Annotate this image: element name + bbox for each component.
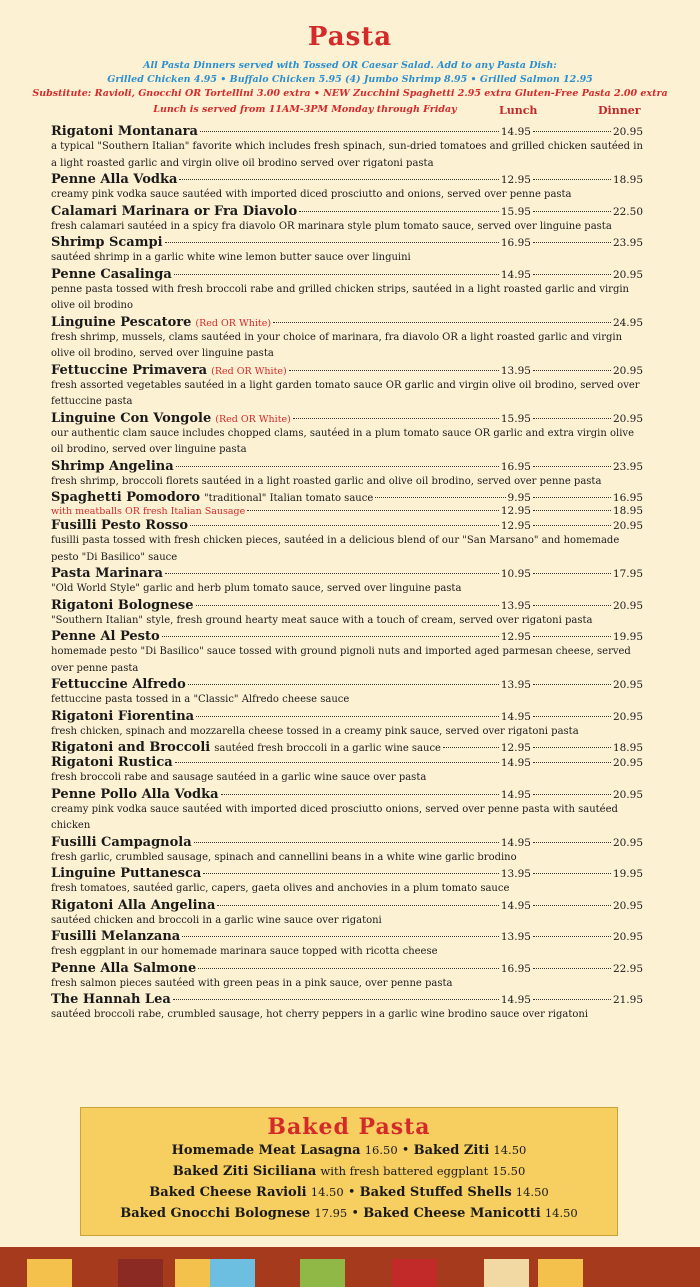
menu-item <box>51 898 643 930</box>
footer-color-swatch <box>484 1259 529 1287</box>
menu-item-alt-label: with meatballs OR fresh Italian Sausage <box>51 506 246 517</box>
menu-item-row <box>51 411 643 426</box>
menu-item-name: Rigatoni Alla Angelina <box>51 897 216 913</box>
intro-line-2: Grilled Chicken 4.95 • Buffalo Chicken 5.95 (4) Jumbo Shrimp 8.95 • Grilled Salmon 12.95 <box>107 74 593 85</box>
menu-item <box>51 992 643 1024</box>
dot-leader <box>533 179 611 180</box>
menu-item-row <box>51 124 643 139</box>
menu-item-description: sautéed broccoli rabe, crumbled sausage, hot cherry peppers in a garlic wine brodino sauce over rigatoni <box>51 1009 589 1020</box>
menu-item <box>51 124 643 172</box>
menu-item <box>51 315 643 363</box>
baked-line-3: Baked Cheese Ravioli 14.50 • Baked Stuffed Shells 14.50 <box>149 1185 549 1200</box>
dinner-price: 19.95 <box>612 868 643 880</box>
baked-item-name: Baked Ziti Siciliana <box>172 1164 317 1179</box>
menu-item-name: Fusilli Campagnola <box>51 834 192 850</box>
menu-item-description: fresh shrimp, broccoli florets sautéed in a light roasted garlic and olive oil brodino, served over penne pasta <box>51 475 602 487</box>
baked-item-price: 15.50 <box>492 1164 526 1178</box>
dot-leader <box>200 131 499 132</box>
dinner-column-header: Dinner <box>598 104 641 117</box>
menu-item <box>51 961 643 993</box>
dot-leader <box>533 466 611 467</box>
baked-item-price: 16.50 <box>364 1143 398 1157</box>
dinner-price: 20.95 <box>612 268 643 281</box>
menu-item-description: "Old World Style" garlic and herb plum tomato sauce, served over linguine pasta <box>51 583 462 594</box>
lunch-price: 15.95 <box>500 205 531 218</box>
footer-color-swatch <box>538 1259 583 1287</box>
menu-item-name: Rigatoni Fiorentina <box>51 708 195 724</box>
dot-leader <box>289 370 499 371</box>
dinner-price: 22.95 <box>612 962 643 975</box>
lunch-price: 14.95 <box>500 126 531 138</box>
dot-leader <box>533 747 611 748</box>
menu-item <box>51 677 643 709</box>
dinner-price: 18.95 <box>612 742 643 754</box>
baked-item-name: Homemade Meat Lasagna <box>171 1143 361 1158</box>
menu-item-name: Fusilli Pesto Rosso <box>51 518 189 533</box>
dot-leader <box>533 794 611 795</box>
footer-color-swatch <box>590 1259 635 1287</box>
menu-item-row <box>51 204 643 219</box>
dot-leader <box>217 905 498 906</box>
baked-item-price: 14.50 <box>515 1185 549 1199</box>
baked-line-2 <box>81 1161 617 1182</box>
dot-leader <box>196 716 499 717</box>
dinner-price: 19.95 <box>612 631 643 643</box>
lunch-price: 14.95 <box>500 836 531 849</box>
menu-item <box>51 459 643 491</box>
baked-item-name: Baked Cheese Ravioli <box>149 1185 307 1200</box>
dinner-price: 20.95 <box>612 599 643 612</box>
lunch-price: 16.95 <box>500 460 531 473</box>
menu-item-name: Fettuccine Alfredo <box>51 677 186 692</box>
baked-item-price: 14.50 <box>544 1206 578 1220</box>
menu-item <box>51 490 643 518</box>
menu-item-row <box>51 677 643 692</box>
menu-item-row <box>51 787 643 802</box>
menu-item-row <box>51 518 643 533</box>
dot-leader <box>533 274 611 275</box>
lunch-price: 10.95 <box>500 568 531 580</box>
menu-item-name: Rigatoni Bolognese <box>51 597 194 613</box>
menu-item-description: fresh assorted vegetables sautéed in a light garden tomato sauce OR garlic and virgin olive oil brodino, served over fettuccine pasta <box>51 379 640 407</box>
lunch-price: 15.95 <box>500 412 531 425</box>
menu-item-row <box>51 315 643 330</box>
menu-item-row <box>51 835 643 850</box>
footer-color-swatch <box>210 1259 255 1287</box>
dot-leader <box>533 842 611 843</box>
dot-leader <box>533 905 611 906</box>
dot-leader <box>165 242 499 243</box>
menu-item-row <box>51 363 643 378</box>
dinner-price: 17.95 <box>612 568 643 580</box>
dot-leader <box>203 873 499 874</box>
menu-item-description: fresh eggplant in our homemade marinara sauce topped with ricotta cheese <box>51 946 438 957</box>
dot-leader <box>221 794 499 795</box>
lunch-price: 12.95 <box>500 520 531 532</box>
decorative-footer-band <box>0 1247 700 1287</box>
intro-line-3: Substitute: Ravioli, Gnocchi OR Tortellini 3.00 extra • NEW Zucchini Spaghetti 2.95 extra Gluten-Free Pasta 2.00 extra <box>32 88 668 99</box>
dinner-price: 22.50 <box>612 205 643 218</box>
menu-item <box>51 709 643 741</box>
menu-item-name: Penne Alla Salmone <box>51 960 197 976</box>
footer-color-swatch <box>345 1259 390 1287</box>
dinner-price: 20.95 <box>612 788 643 801</box>
lunch-price: 13.95 <box>500 364 531 377</box>
dot-leader <box>533 684 611 685</box>
menu-item-description: fettuccine pasta tossed in a "Classic" Alfredo cheese sauce <box>51 694 350 705</box>
dinner-price: 18.95 <box>612 174 643 186</box>
menu-item-description: fresh garlic, crumbled sausage, spinach and cannellini beans in a white wine garlic brodino <box>51 851 517 863</box>
baked-item-name: Baked Gnocchi Bolognese <box>120 1206 311 1221</box>
lunch-price: 12.95 <box>500 174 531 186</box>
menu-item-description: fresh shrimp, mussels, clams sautéed in your choice of marinara, fra diavolo OR a light roasted garlic and virgin olive oil brodino, served over linguine pasta <box>51 331 623 359</box>
menu-item-name: Linguine Pescatore <box>51 314 192 330</box>
dot-leader <box>174 274 499 275</box>
menu-item-note: (Red OR White) <box>195 317 272 329</box>
dot-leader <box>175 762 499 763</box>
menu-item <box>51 835 643 867</box>
menu-item <box>51 411 643 459</box>
baked-item-price: 14.50 <box>493 1143 527 1157</box>
menu-item-row <box>51 235 643 250</box>
menu-item-description: sautéed chicken and broccoli in a garlic wine sauce over rigatoni <box>51 914 382 926</box>
menu-item-name: Shrimp Scampi <box>51 235 163 250</box>
baked-pasta-box <box>80 1107 618 1236</box>
menu-item-row <box>51 172 643 187</box>
menu-item-row <box>51 740 643 755</box>
intro-line-4: Lunch is served from 11AM-3PM Monday through Friday <box>153 104 457 115</box>
menu-item-description: fresh tomatoes, sautéed garlic, capers, gaeta olives and anchovies in a plum tomato sauce <box>51 883 510 894</box>
dinner-price: 20.95 <box>612 710 643 723</box>
menu-item-row <box>51 490 643 505</box>
menu-item-note: (Red OR White) <box>211 365 287 377</box>
dot-leader <box>179 179 498 180</box>
menu-item <box>51 787 643 835</box>
menu-item-name: Penne Alla Vodka <box>51 172 178 187</box>
menu-item-name: Calamari Marinara or Fra Diavolo <box>51 203 298 219</box>
dinner-price: 20.95 <box>612 899 643 912</box>
menu-item <box>51 363 643 411</box>
baked-item-name: Baked Stuffed Shells <box>359 1185 512 1200</box>
menu-item-description: creamy pink vodka sauce sautéed with imported diced prosciutto and onions, served over penne pasta <box>51 189 572 200</box>
lunch-price: 14.95 <box>500 788 531 801</box>
menu-item-row <box>51 459 643 474</box>
menu-item-row <box>51 629 643 644</box>
menu-item-row <box>51 929 643 944</box>
dot-leader <box>533 873 611 874</box>
menu-item <box>51 172 643 204</box>
menu-item-description: fresh salmon pieces sautéed with green peas in a pink sauce, over penne pasta <box>51 977 453 989</box>
dot-leader <box>182 936 499 937</box>
menu-item-name: The Hannah Lea <box>51 992 171 1007</box>
lunch-column-header: Lunch <box>499 104 538 117</box>
menu-item-row <box>51 961 643 976</box>
menu-item-description: penne pasta tossed with fresh broccoli rabe and grilled chicken strips, sautéed in a light roasted garlic and virgin olive oil brodino <box>51 283 629 311</box>
baked-line-4: Baked Gnocchi Bolognese 17.95 • Baked Cheese Manicotti 14.50 <box>120 1206 578 1221</box>
lunch-price: 14.95 <box>500 899 531 912</box>
menu-item <box>51 629 643 677</box>
dot-leader <box>533 636 611 637</box>
dinner-price: 20.95 <box>612 757 643 769</box>
menu-item-description: fresh broccoli rabe and sausage sautéed in a garlic wine sauce over pasta <box>51 772 427 783</box>
menu-item <box>51 598 643 630</box>
menu-item-description: a typical "Southern Italian" favorite which includes fresh spinach, sun-dried tomatoes and grilled chicken sautéed in a light roasted garlic and virgin olive oil brodino served over rigatoni pasta <box>51 141 643 169</box>
dot-leader <box>533 936 611 937</box>
lunch-price: 12.95 <box>500 742 531 754</box>
baked-item-name: Baked Ziti <box>413 1143 490 1158</box>
dinner-price: 24.95 <box>612 316 643 329</box>
menu-item-name: Rigatoni and Broccoli <box>51 740 211 755</box>
dinner-price: 23.95 <box>612 460 643 473</box>
menu-item-name: Linguine Con Vongole <box>51 410 212 426</box>
dinner-price: 20.95 <box>612 126 643 138</box>
dot-leader <box>533 716 611 717</box>
menu-item <box>51 204 643 236</box>
lunch-price: 13.95 <box>500 868 531 880</box>
menu-item-name: Fettuccine Primavera <box>51 362 208 378</box>
footer-color-swatch <box>300 1259 345 1287</box>
dot-leader <box>162 636 499 637</box>
dot-leader <box>533 573 611 574</box>
dot-leader <box>190 525 499 526</box>
dinner-price: 23.95 <box>612 237 643 249</box>
baked-line-1: Homemade Meat Lasagna 16.50 • Baked Ziti 14.50 <box>171 1143 527 1158</box>
menu-item <box>51 740 643 755</box>
menu-item-name: Spaghetti Pomodoro <box>51 490 200 505</box>
dot-leader <box>533 211 611 212</box>
dot-leader <box>533 762 611 763</box>
dinner-price: 20.95 <box>612 412 643 425</box>
menu-item-name: Rigatoni Montanara <box>51 124 198 139</box>
alt-dinner-price: 18.95 <box>612 505 643 517</box>
dot-leader <box>273 322 611 323</box>
lunch-price: 14.95 <box>500 268 531 281</box>
dot-leader <box>533 510 611 511</box>
lunch-price: 13.95 <box>500 931 531 943</box>
dinner-price: 20.95 <box>612 931 643 943</box>
menu-item-description: sautéed shrimp in a garlic white wine lemon butter sauce over linguini <box>51 252 411 263</box>
intro-line-1: All Pasta Dinners served with Tossed OR Caesar Salad. Add to any Pasta Dish: <box>143 60 557 71</box>
menu-item-description: fusilli pasta tossed with fresh chicken pieces, sautéed in a delicious blend of our "San Marsano" and homemade pesto "Di Basilico" sauce <box>51 535 620 563</box>
dot-leader <box>533 418 611 419</box>
menu-item <box>51 566 643 598</box>
pasta-menu-list <box>51 124 643 1024</box>
menu-item-row <box>51 709 643 724</box>
dot-leader <box>533 497 611 498</box>
dinner-price: 20.95 <box>612 364 643 377</box>
menu-item-name: Penne Pollo Alla Vodka <box>51 786 219 802</box>
menu-item <box>51 235 643 267</box>
dot-leader <box>196 605 499 606</box>
dot-leader <box>443 747 499 748</box>
dot-leader <box>188 684 499 685</box>
dot-leader <box>176 466 499 467</box>
dot-leader <box>533 968 611 969</box>
menu-item-inline-desc: sautéed fresh broccoli in a garlic wine sauce <box>214 743 441 754</box>
dot-leader <box>533 605 611 606</box>
baked-item-name: Baked Cheese Manicotti <box>363 1206 541 1221</box>
dot-leader <box>247 510 499 511</box>
menu-item-row <box>51 598 643 613</box>
lunch-price: 9.95 <box>507 492 531 504</box>
lunch-price: 13.95 <box>500 679 531 691</box>
dot-leader <box>533 370 611 371</box>
dinner-price: 16.95 <box>612 492 643 504</box>
menu-item <box>51 866 643 898</box>
baked-pasta-title: Baked Pasta <box>267 1114 431 1140</box>
menu-item-name: Shrimp Angelina <box>51 458 174 474</box>
menu-item-description: fresh calamari sautéed in a spicy fra diavolo OR marinara style plum tomato sauce, served over linguine pasta <box>51 220 612 232</box>
menu-item-description: "Southern Italian" style, fresh ground hearty meat sauce with a touch of cream, served over rigatoni pasta <box>51 614 593 626</box>
menu-item-name: Pasta Marinara <box>51 566 163 581</box>
dot-leader <box>293 418 499 419</box>
dinner-price: 20.95 <box>612 836 643 849</box>
lunch-price: 12.95 <box>500 631 531 643</box>
page-title: Pasta <box>307 22 393 52</box>
dot-leader <box>375 497 505 498</box>
dinner-price: 20.95 <box>612 520 643 532</box>
menu-item-note: (Red OR White) <box>215 413 291 425</box>
lunch-price: 14.95 <box>500 994 531 1006</box>
menu-item-name: Penne Al Pesto <box>51 629 160 644</box>
dot-leader <box>533 242 611 243</box>
alt-lunch-price: 12.95 <box>500 505 531 517</box>
menu-item-description: homemade pesto "Di Basilico" sauce tossed with ground pignoli nuts and imported aged parmesan cheese, served over penne pasta <box>51 646 631 674</box>
menu-item <box>51 755 643 787</box>
lunch-price: 14.95 <box>500 710 531 723</box>
dot-leader <box>165 573 499 574</box>
menu-item-name: Fusilli Melanzana <box>51 929 181 944</box>
dot-leader <box>533 999 611 1000</box>
menu-item-row <box>51 898 643 913</box>
dinner-price: 20.95 <box>612 679 643 691</box>
menu-item-description: our authentic clam sauce includes chopped clams, sautéed in a plum tomato sauce OR garlic and extra virgin olive oil brodino, served over linguine pasta <box>51 427 634 455</box>
menu-item-row <box>51 992 643 1007</box>
menu-item-inline-desc: "traditional" Italian tomato sauce <box>204 493 374 504</box>
lunch-price: 14.95 <box>500 757 531 769</box>
menu-item-row <box>51 566 643 581</box>
footer-color-swatch <box>118 1259 163 1287</box>
menu-item-row <box>51 267 643 282</box>
footer-color-swatch <box>27 1259 72 1287</box>
menu-item <box>51 518 643 566</box>
menu-item-name: Linguine Puttanesca <box>51 866 202 881</box>
dot-leader <box>173 999 499 1000</box>
menu-item <box>51 267 643 315</box>
footer-color-swatch <box>392 1259 437 1287</box>
dot-leader <box>533 131 611 132</box>
dot-leader <box>533 525 611 526</box>
lunch-price: 16.95 <box>500 962 531 975</box>
baked-item-price: 17.95 <box>314 1206 348 1220</box>
menu-item-description: fresh chicken, spinach and mozzarella cheese tossed in a creamy pink sauce, served over rigatoni pasta <box>51 725 579 737</box>
menu-item-row <box>51 866 643 881</box>
menu-item-description: creamy pink vodka sauce sautéed with imported diced prosciutto onions, served over penne pasta with sautéed chicken <box>51 803 618 831</box>
dinner-price: 21.95 <box>612 994 643 1006</box>
dot-leader <box>299 211 499 212</box>
baked-item-price: 14.50 <box>310 1185 344 1199</box>
menu-item <box>51 929 643 961</box>
dot-leader <box>198 968 499 969</box>
dot-leader <box>194 842 499 843</box>
lunch-price: 13.95 <box>500 599 531 612</box>
lunch-price: 16.95 <box>500 237 531 249</box>
menu-item-name: Rigatoni Rustica <box>51 755 173 770</box>
baked-item-note: with fresh battered eggplant <box>320 1164 489 1178</box>
menu-item-name: Penne Casalinga <box>51 266 172 282</box>
